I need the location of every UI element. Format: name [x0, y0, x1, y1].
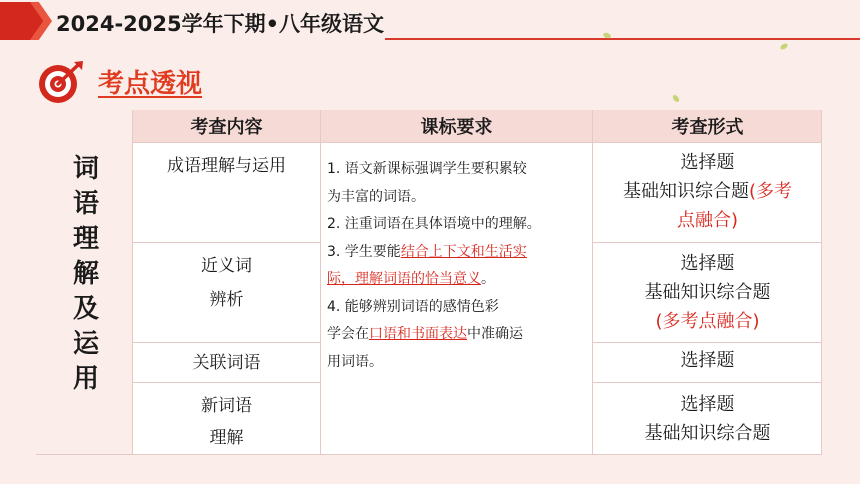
- form-note: (多考点融合): [655, 311, 760, 332]
- leaf-decoration: [672, 94, 681, 103]
- req-line: 用词语。: [327, 353, 383, 370]
- form-cell: [593, 390, 822, 448]
- form-cell: [593, 249, 822, 336]
- form-line: 选择题: [680, 253, 735, 274]
- req-line: [327, 266, 595, 294]
- top-bar: [0, 0, 860, 44]
- content-cell: 理解: [209, 428, 244, 448]
- page-header-title: 2024-2025学年下期•八年级语文: [56, 12, 385, 36]
- form-cell: [593, 148, 822, 235]
- content-cell: 辨析: [209, 290, 244, 310]
- req-line: 4. 能够辨别词语的感情色彩: [327, 298, 499, 315]
- form-line: [593, 177, 822, 206]
- req-line: 为丰富的词语。: [327, 188, 425, 205]
- form-line: 选择题: [680, 394, 735, 415]
- topic-char: 理: [72, 224, 99, 254]
- topic-column: [36, 110, 132, 455]
- topic-char: 语: [72, 189, 99, 219]
- content-cell: 成语理解与运用: [167, 156, 286, 176]
- form-line: 选择题: [680, 152, 735, 173]
- form-note: 点融合): [676, 210, 739, 231]
- req-text: 中准确运: [467, 326, 523, 342]
- req-line: 1. 语文新课标强调学生要积累较: [327, 161, 527, 177]
- header-divider: [385, 38, 860, 40]
- grid-line: [592, 382, 822, 383]
- grid-line: [132, 142, 822, 143]
- requirements-cell: [327, 156, 595, 376]
- form-note: (多考: [748, 181, 793, 202]
- grid-line: [36, 454, 822, 455]
- topic-char: 词: [72, 154, 99, 184]
- form-cell: [593, 346, 822, 375]
- req-text: 3. 学生要能: [327, 243, 401, 260]
- grid-line: [592, 342, 822, 343]
- req-text: 。: [481, 271, 495, 287]
- content-cell: 新词语: [201, 396, 252, 416]
- topic-char: 运: [72, 329, 99, 359]
- topic-char: 及: [72, 294, 99, 324]
- grid-line: [592, 242, 822, 243]
- topic-char: 用: [72, 364, 99, 394]
- req-highlight: 结合上下文和生活实: [400, 243, 527, 260]
- grid-line: [320, 110, 321, 455]
- form-line: 选择题: [680, 350, 735, 371]
- content-cell: 关联词语: [192, 353, 261, 373]
- form-line: 基础知识综合题: [644, 282, 771, 303]
- req-line: [327, 321, 595, 349]
- topic-vertical-title: [66, 152, 106, 397]
- req-line: 2. 注重词语在具体语境中的理解。: [327, 216, 541, 232]
- form-line: 基础知识综合题: [644, 423, 771, 444]
- grid-line: [132, 382, 321, 383]
- header-content: 考查内容: [133, 110, 320, 142]
- exam-points-table: [36, 110, 822, 455]
- req-line: [327, 239, 595, 267]
- target-icon: [36, 59, 86, 105]
- req-highlight: 际，理解词语的恰当意义: [327, 271, 481, 287]
- req-highlight: 口语和书面表达: [369, 326, 467, 342]
- grid-line: [132, 342, 321, 343]
- form-text: 基础知识综合题: [622, 181, 749, 202]
- section-title: 考点透视: [98, 69, 203, 99]
- header-form: 考查形式: [593, 110, 822, 142]
- topic-char: 解: [72, 259, 99, 289]
- header-requirements: 课标要求: [321, 110, 592, 142]
- content-cell: 近义词: [201, 256, 252, 276]
- req-text: 学会在: [327, 326, 369, 342]
- grid-line: [132, 242, 321, 243]
